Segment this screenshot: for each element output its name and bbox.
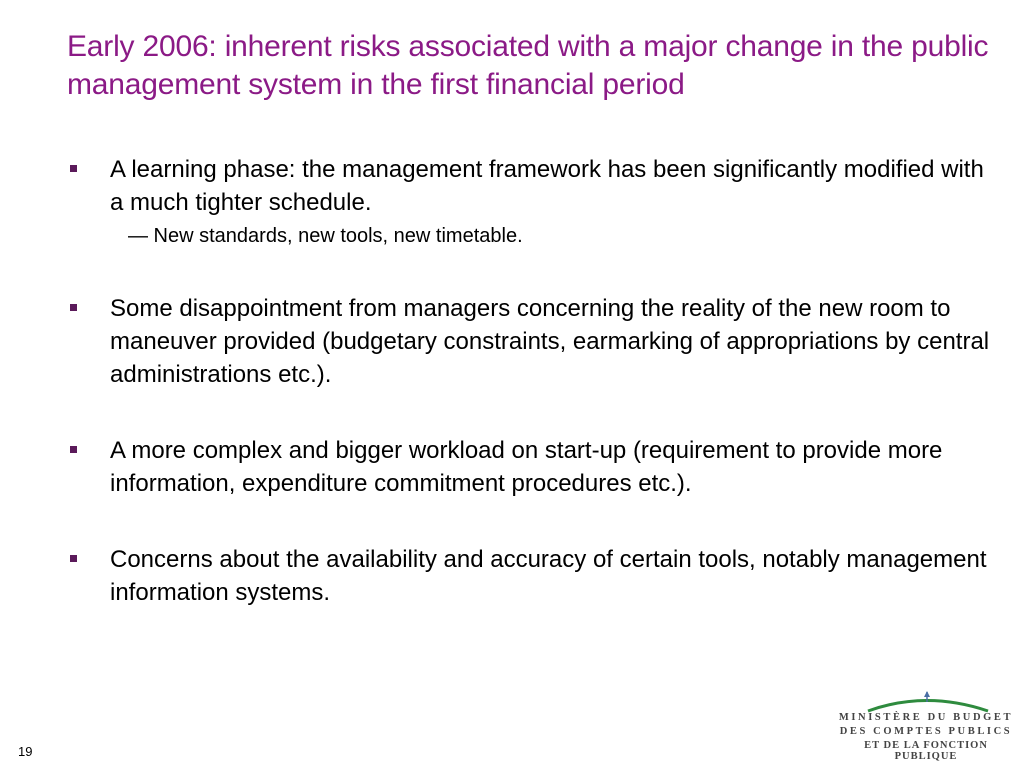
sub-bullet-text: — New standards, new tools, new timetable. [128,225,523,247]
bullet-text: Some disappointment from managers concerning the reality of the new room to maneuver provided (budgetary constraints, earmarking of appropriations by central administrations etc.). [110,295,990,388]
square-bullet-icon [70,304,77,311]
bullet-item [70,543,990,609]
logo-line-1: MINISTÈRE DU BUDGET [838,712,1014,723]
bullet-list [70,153,990,609]
bullet-item [70,153,990,249]
page-number: 19 [18,744,33,759]
square-bullet-icon [70,165,77,172]
slide-title: Early 2006: inherent risks associated with a major change in the public management system in the first financial period [67,30,989,101]
square-bullet-icon [70,555,77,562]
bullet-text: A more complex and bigger workload on start-up (requirement to provide more information, expenditure commitment procedures etc.). [110,437,943,497]
bullet-text: A learning phase: the management framework has been significantly modified with a much tighter schedule. [110,156,984,216]
square-bullet-icon [70,446,77,453]
logo-line-2: DES COMPTES PUBLICS [839,726,1013,737]
bullet-item [70,292,990,391]
logo-line-3: ET DE LA FONCTION PUBLIQUE [864,740,988,762]
ministry-arc-icon [838,688,1018,714]
bullet-item [70,434,990,500]
bullet-text: Concerns about the availability and accuracy of certain tools, notably management information systems. [110,546,987,606]
ministry-logo [838,688,1018,762]
